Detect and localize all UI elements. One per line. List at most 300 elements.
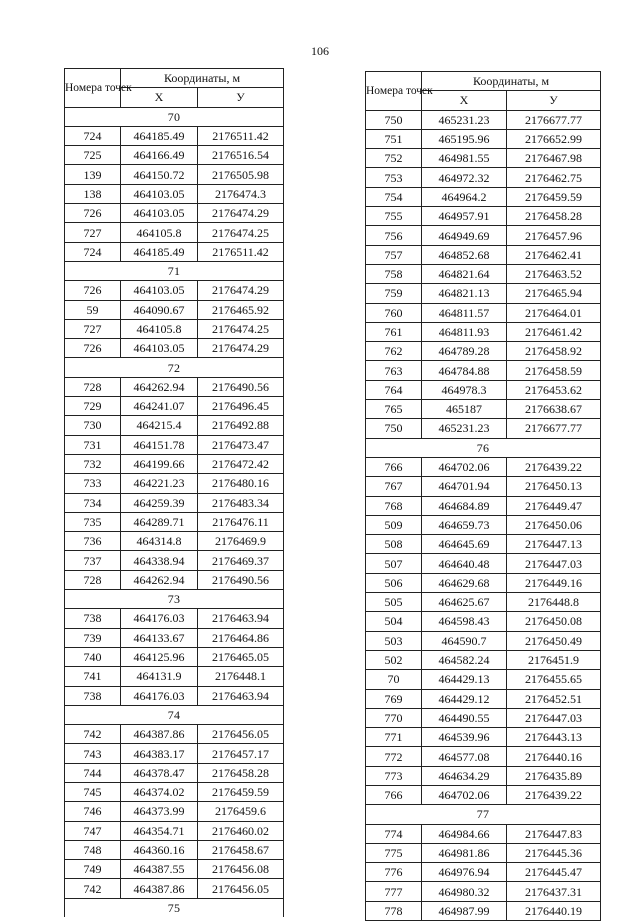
table-row <box>65 821 284 840</box>
table-row <box>366 303 601 322</box>
point-number-cell: 760 <box>366 303 422 322</box>
point-number-cell: 751 <box>366 129 422 148</box>
header-x: X <box>121 88 198 107</box>
y-coordinate-cell: 2176448.1 <box>198 667 284 686</box>
y-coordinate-cell: 2176445.36 <box>507 843 601 862</box>
table-row <box>65 474 284 493</box>
point-number-cell: 138 <box>65 184 121 203</box>
table-row <box>366 149 601 168</box>
group-row <box>65 590 284 609</box>
x-coordinate-cell: 464215.4 <box>121 416 198 435</box>
point-number-cell: 730 <box>65 416 121 435</box>
table-row <box>65 165 284 184</box>
table-row <box>65 725 284 744</box>
y-coordinate-cell: 2176462.75 <box>507 168 601 187</box>
header-y: У <box>198 88 284 107</box>
group-label: 71 <box>65 261 284 280</box>
point-number-cell: 507 <box>366 554 422 573</box>
x-coordinate-cell: 464684.89 <box>422 496 507 515</box>
x-coordinate-cell: 464702.06 <box>422 457 507 476</box>
y-coordinate-cell: 2176447.03 <box>507 554 601 573</box>
group-label: 70 <box>65 107 284 126</box>
x-coordinate-cell: 464150.72 <box>121 165 198 184</box>
point-number-cell: 749 <box>65 860 121 879</box>
y-coordinate-cell: 2176474.29 <box>198 339 284 358</box>
point-number-cell: 776 <box>366 863 422 882</box>
x-coordinate-cell: 464166.49 <box>121 146 198 165</box>
point-number-cell: 742 <box>65 725 121 744</box>
table-row <box>65 281 284 300</box>
table-row <box>65 667 284 686</box>
point-number-cell: 726 <box>65 339 121 358</box>
table-row <box>366 650 601 669</box>
y-coordinate-cell: 2176437.31 <box>507 882 601 901</box>
y-coordinate-cell: 2176677.77 <box>507 110 601 129</box>
point-number-cell: 766 <box>366 457 422 476</box>
point-number-cell: 761 <box>366 322 422 341</box>
x-coordinate-cell: 464354.71 <box>121 821 198 840</box>
point-number-cell: 733 <box>65 474 121 493</box>
point-number-cell: 139 <box>65 165 121 184</box>
y-coordinate-cell: 2176451.9 <box>507 650 601 669</box>
x-coordinate-cell: 464185.49 <box>121 126 198 145</box>
y-coordinate-cell: 2176453.62 <box>507 380 601 399</box>
x-coordinate-cell: 464378.47 <box>121 763 198 782</box>
x-coordinate-cell: 464702.06 <box>422 785 507 804</box>
x-coordinate-cell: 464981.86 <box>422 843 507 862</box>
y-coordinate-cell: 2176465.94 <box>507 284 601 303</box>
point-number-cell: 741 <box>65 667 121 686</box>
x-coordinate-cell: 464289.71 <box>121 512 198 531</box>
point-number-cell: 770 <box>366 708 422 727</box>
y-coordinate-cell: 2176469.37 <box>198 551 284 570</box>
x-coordinate-cell: 464978.3 <box>422 380 507 399</box>
x-coordinate-cell: 464338.94 <box>121 551 198 570</box>
y-coordinate-cell: 2176469.9 <box>198 532 284 551</box>
table-row <box>65 628 284 647</box>
x-coordinate-cell: 464314.8 <box>121 532 198 551</box>
table-row <box>366 361 601 380</box>
table-row <box>366 593 601 612</box>
x-coordinate-cell: 464374.02 <box>121 782 198 801</box>
table-row <box>65 377 284 396</box>
point-number-cell: 728 <box>65 570 121 589</box>
x-coordinate-cell: 464103.05 <box>121 339 198 358</box>
y-coordinate-cell: 2176459.59 <box>507 187 601 206</box>
x-coordinate-cell: 464103.05 <box>121 281 198 300</box>
table-row <box>366 747 601 766</box>
x-coordinate-cell: 464645.69 <box>422 535 507 554</box>
point-number-cell: 738 <box>65 686 121 705</box>
x-coordinate-cell: 464789.28 <box>422 342 507 361</box>
x-coordinate-cell: 464090.67 <box>121 300 198 319</box>
table-row <box>366 129 601 148</box>
x-coordinate-cell: 464582.24 <box>422 650 507 669</box>
table-row <box>366 824 601 843</box>
y-coordinate-cell: 2176458.28 <box>198 763 284 782</box>
coordinates-table-left <box>64 68 284 917</box>
table-row <box>366 342 601 361</box>
point-number-cell: 766 <box>366 785 422 804</box>
group-label: 76 <box>366 438 601 457</box>
x-coordinate-cell: 464625.67 <box>422 593 507 612</box>
header-point-number: Номера точек <box>65 69 121 108</box>
table-row <box>65 339 284 358</box>
point-number-cell: 772 <box>366 747 422 766</box>
x-coordinate-cell: 465187 <box>422 400 507 419</box>
point-number-cell: 767 <box>366 477 422 496</box>
y-coordinate-cell: 2176440.19 <box>507 901 601 920</box>
x-coordinate-cell: 464105.8 <box>121 319 198 338</box>
group-row <box>65 107 284 126</box>
point-number-cell: 746 <box>65 802 121 821</box>
point-number-cell: 744 <box>65 763 121 782</box>
point-number-cell: 769 <box>366 689 422 708</box>
x-coordinate-cell: 464784.88 <box>422 361 507 380</box>
x-coordinate-cell: 465231.23 <box>422 419 507 438</box>
point-number-cell: 778 <box>366 901 422 920</box>
x-coordinate-cell: 464105.8 <box>121 223 198 242</box>
table-row <box>366 380 601 399</box>
x-coordinate-cell: 464634.29 <box>422 766 507 785</box>
y-coordinate-cell: 2176461.42 <box>507 322 601 341</box>
x-coordinate-cell: 464360.16 <box>121 840 198 859</box>
y-coordinate-cell: 2176447.03 <box>507 708 601 727</box>
point-number-cell: 726 <box>65 204 121 223</box>
y-coordinate-cell: 2176474.29 <box>198 204 284 223</box>
table-row <box>65 397 284 416</box>
table-row <box>65 204 284 223</box>
group-label: 74 <box>65 705 284 724</box>
y-coordinate-cell: 2176456.08 <box>198 860 284 879</box>
x-coordinate-cell: 464151.78 <box>121 435 198 454</box>
header-x: X <box>422 91 507 110</box>
x-coordinate-cell: 464387.86 <box>121 725 198 744</box>
y-coordinate-cell: 2176652.99 <box>507 129 601 148</box>
x-coordinate-cell: 464221.23 <box>121 474 198 493</box>
table-row <box>366 670 601 689</box>
point-number-cell: 773 <box>366 766 422 785</box>
point-number-cell: 763 <box>366 361 422 380</box>
table-row <box>65 184 284 203</box>
point-number-cell: 504 <box>366 612 422 631</box>
point-number-cell: 70 <box>366 670 422 689</box>
table-row <box>366 535 601 554</box>
x-coordinate-cell: 464429.12 <box>422 689 507 708</box>
point-number-cell: 727 <box>65 319 121 338</box>
point-number-cell: 750 <box>366 419 422 438</box>
y-coordinate-cell: 2176447.13 <box>507 535 601 554</box>
y-coordinate-cell: 2176458.92 <box>507 342 601 361</box>
table-row <box>366 187 601 206</box>
x-coordinate-cell: 464125.96 <box>121 647 198 666</box>
x-coordinate-cell: 464852.68 <box>422 245 507 264</box>
point-number-cell: 509 <box>366 515 422 534</box>
y-coordinate-cell: 2176638.67 <box>507 400 601 419</box>
group-row <box>65 261 284 280</box>
point-number-cell: 59 <box>65 300 121 319</box>
table-row <box>366 573 601 592</box>
x-coordinate-cell: 464976.94 <box>422 863 507 882</box>
table-row <box>65 242 284 261</box>
table-row <box>366 728 601 747</box>
table-row <box>366 785 601 804</box>
point-number-cell: 752 <box>366 149 422 168</box>
table-row <box>366 477 601 496</box>
y-coordinate-cell: 2176463.94 <box>198 609 284 628</box>
point-number-cell: 764 <box>366 380 422 399</box>
y-coordinate-cell: 2176459.59 <box>198 782 284 801</box>
point-number-cell: 762 <box>366 342 422 361</box>
table-row <box>65 126 284 145</box>
y-coordinate-cell: 2176439.22 <box>507 785 601 804</box>
x-coordinate-cell: 464811.57 <box>422 303 507 322</box>
point-number-cell: 726 <box>65 281 121 300</box>
table-row <box>65 300 284 319</box>
table-row <box>65 744 284 763</box>
y-coordinate-cell: 2176439.22 <box>507 457 601 476</box>
table-row <box>366 284 601 303</box>
x-coordinate-cell: 464262.94 <box>121 377 198 396</box>
y-coordinate-cell: 2176492.88 <box>198 416 284 435</box>
y-coordinate-cell: 2176457.17 <box>198 744 284 763</box>
group-label: 73 <box>65 590 284 609</box>
table-row <box>366 245 601 264</box>
x-coordinate-cell: 464199.66 <box>121 454 198 473</box>
table-row <box>366 515 601 534</box>
point-number-cell: 727 <box>65 223 121 242</box>
x-coordinate-cell: 464984.66 <box>422 824 507 843</box>
y-coordinate-cell: 2176456.05 <box>198 879 284 898</box>
table-row <box>366 400 601 419</box>
x-coordinate-cell: 464949.69 <box>422 226 507 245</box>
x-coordinate-cell: 464987.99 <box>422 901 507 920</box>
x-coordinate-cell: 464811.93 <box>422 322 507 341</box>
x-coordinate-cell: 465231.23 <box>422 110 507 129</box>
y-coordinate-cell: 2176455.65 <box>507 670 601 689</box>
table-row <box>366 110 601 129</box>
table-row <box>65 146 284 165</box>
y-coordinate-cell: 2176450.06 <box>507 515 601 534</box>
y-coordinate-cell: 2176465.05 <box>198 647 284 666</box>
x-coordinate-cell: 464176.03 <box>121 609 198 628</box>
group-row <box>366 805 601 824</box>
y-coordinate-cell: 2176449.16 <box>507 573 601 592</box>
y-coordinate-cell: 2176677.77 <box>507 419 601 438</box>
header-point-number: Номера точек <box>366 72 422 111</box>
x-coordinate-cell: 464821.13 <box>422 284 507 303</box>
point-number-cell: 757 <box>366 245 422 264</box>
table-row <box>65 840 284 859</box>
point-number-cell: 756 <box>366 226 422 245</box>
table-row <box>366 226 601 245</box>
point-number-cell: 505 <box>366 593 422 612</box>
table-row <box>65 319 284 338</box>
y-coordinate-cell: 2176435.89 <box>507 766 601 785</box>
y-coordinate-cell: 2176474.25 <box>198 319 284 338</box>
y-coordinate-cell: 2176465.92 <box>198 300 284 319</box>
y-coordinate-cell: 2176463.52 <box>507 264 601 283</box>
point-number-cell: 759 <box>366 284 422 303</box>
point-number-cell: 736 <box>65 532 121 551</box>
y-coordinate-cell: 2176459.6 <box>198 802 284 821</box>
table-row <box>366 631 601 650</box>
point-number-cell: 731 <box>65 435 121 454</box>
table-row <box>65 802 284 821</box>
table-row <box>366 419 601 438</box>
point-number-cell: 738 <box>65 609 121 628</box>
table-row <box>65 763 284 782</box>
point-number-cell: 765 <box>366 400 422 419</box>
table-row <box>65 686 284 705</box>
table-row <box>65 879 284 898</box>
table-row <box>366 901 601 920</box>
group-row <box>65 705 284 724</box>
table-row <box>65 493 284 512</box>
y-coordinate-cell: 2176460.02 <box>198 821 284 840</box>
point-number-cell: 754 <box>366 187 422 206</box>
x-coordinate-cell: 464103.05 <box>121 204 198 223</box>
y-coordinate-cell: 2176505.98 <box>198 165 284 184</box>
y-coordinate-cell: 2176458.59 <box>507 361 601 380</box>
table-row <box>366 168 601 187</box>
y-coordinate-cell: 2176450.13 <box>507 477 601 496</box>
y-coordinate-cell: 2176474.29 <box>198 281 284 300</box>
x-coordinate-cell: 464185.49 <box>121 242 198 261</box>
point-number-cell: 743 <box>65 744 121 763</box>
y-coordinate-cell: 2176511.42 <box>198 242 284 261</box>
table-row <box>65 647 284 666</box>
x-coordinate-cell: 464957.91 <box>422 207 507 226</box>
point-number-cell: 734 <box>65 493 121 512</box>
point-number-cell: 758 <box>366 264 422 283</box>
y-coordinate-cell: 2176474.3 <box>198 184 284 203</box>
x-coordinate-cell: 464103.05 <box>121 184 198 203</box>
table-row <box>366 766 601 785</box>
x-coordinate-cell: 464590.7 <box>422 631 507 650</box>
point-number-cell: 732 <box>65 454 121 473</box>
x-coordinate-cell: 464131.9 <box>121 667 198 686</box>
table-row <box>366 322 601 341</box>
point-number-cell: 775 <box>366 843 422 862</box>
point-number-cell: 739 <box>65 628 121 647</box>
point-number-cell: 737 <box>65 551 121 570</box>
y-coordinate-cell: 2176496.45 <box>198 397 284 416</box>
y-coordinate-cell: 2176463.94 <box>198 686 284 705</box>
point-number-cell: 750 <box>366 110 422 129</box>
y-coordinate-cell: 2176490.56 <box>198 570 284 589</box>
point-number-cell: 771 <box>366 728 422 747</box>
y-coordinate-cell: 2176480.16 <box>198 474 284 493</box>
point-number-cell: 729 <box>65 397 121 416</box>
table-row <box>366 612 601 631</box>
y-coordinate-cell: 2176458.67 <box>198 840 284 859</box>
table-row <box>366 207 601 226</box>
x-coordinate-cell: 464598.43 <box>422 612 507 631</box>
y-coordinate-cell: 2176490.56 <box>198 377 284 396</box>
x-coordinate-cell: 464133.67 <box>121 628 198 647</box>
x-coordinate-cell: 464490.55 <box>422 708 507 727</box>
point-number-cell: 747 <box>65 821 121 840</box>
table-row <box>366 457 601 476</box>
y-coordinate-cell: 2176476.11 <box>198 512 284 531</box>
x-coordinate-cell: 464383.17 <box>121 744 198 763</box>
header-coordinates: Координаты, м <box>121 69 284 88</box>
x-coordinate-cell: 464539.96 <box>422 728 507 747</box>
point-number-cell: 745 <box>65 782 121 801</box>
x-coordinate-cell: 464964.2 <box>422 187 507 206</box>
x-coordinate-cell: 464701.94 <box>422 477 507 496</box>
y-coordinate-cell: 2176473.47 <box>198 435 284 454</box>
table-row <box>366 863 601 882</box>
point-number-cell: 748 <box>65 840 121 859</box>
table-row <box>65 435 284 454</box>
point-number-cell: 740 <box>65 647 121 666</box>
y-coordinate-cell: 2176464.01 <box>507 303 601 322</box>
x-coordinate-cell: 464373.99 <box>121 802 198 821</box>
table-row <box>366 554 601 573</box>
y-coordinate-cell: 2176457.96 <box>507 226 601 245</box>
table-row <box>366 496 601 515</box>
y-coordinate-cell: 2176511.42 <box>198 126 284 145</box>
x-coordinate-cell: 464577.08 <box>422 747 507 766</box>
y-coordinate-cell: 2176447.83 <box>507 824 601 843</box>
x-coordinate-cell: 464387.86 <box>121 879 198 898</box>
point-number-cell: 753 <box>366 168 422 187</box>
x-coordinate-cell: 465195.96 <box>422 129 507 148</box>
x-coordinate-cell: 464640.48 <box>422 554 507 573</box>
point-number-cell: 724 <box>65 126 121 145</box>
x-coordinate-cell: 464659.73 <box>422 515 507 534</box>
point-number-cell: 506 <box>366 573 422 592</box>
x-coordinate-cell: 464629.68 <box>422 573 507 592</box>
y-coordinate-cell: 2176443.13 <box>507 728 601 747</box>
table-row <box>65 416 284 435</box>
y-coordinate-cell: 2176483.34 <box>198 493 284 512</box>
point-number-cell: 735 <box>65 512 121 531</box>
y-coordinate-cell: 2176456.05 <box>198 725 284 744</box>
point-number-cell: 725 <box>65 146 121 165</box>
table-row <box>65 609 284 628</box>
page-number: 106 <box>311 44 329 58</box>
y-coordinate-cell: 2176474.25 <box>198 223 284 242</box>
table-row <box>366 882 601 901</box>
point-number-cell: 777 <box>366 882 422 901</box>
y-coordinate-cell: 2176467.98 <box>507 149 601 168</box>
table-row <box>65 782 284 801</box>
point-number-cell: 774 <box>366 824 422 843</box>
y-coordinate-cell: 2176464.86 <box>198 628 284 647</box>
y-coordinate-cell: 2176445.47 <box>507 863 601 882</box>
table-row <box>366 264 601 283</box>
y-coordinate-cell: 2176452.51 <box>507 689 601 708</box>
point-number-cell: 724 <box>65 242 121 261</box>
x-coordinate-cell: 464429.13 <box>422 670 507 689</box>
table-row <box>65 860 284 879</box>
point-number-cell: 508 <box>366 535 422 554</box>
y-coordinate-cell: 2176462.41 <box>507 245 601 264</box>
point-number-cell: 755 <box>366 207 422 226</box>
point-number-cell: 768 <box>366 496 422 515</box>
y-coordinate-cell: 2176472.42 <box>198 454 284 473</box>
x-coordinate-cell: 464262.94 <box>121 570 198 589</box>
group-label: 75 <box>65 898 284 917</box>
y-coordinate-cell: 2176440.16 <box>507 747 601 766</box>
point-number-cell: 728 <box>65 377 121 396</box>
x-coordinate-cell: 464259.39 <box>121 493 198 512</box>
group-label: 77 <box>366 805 601 824</box>
x-coordinate-cell: 464176.03 <box>121 686 198 705</box>
